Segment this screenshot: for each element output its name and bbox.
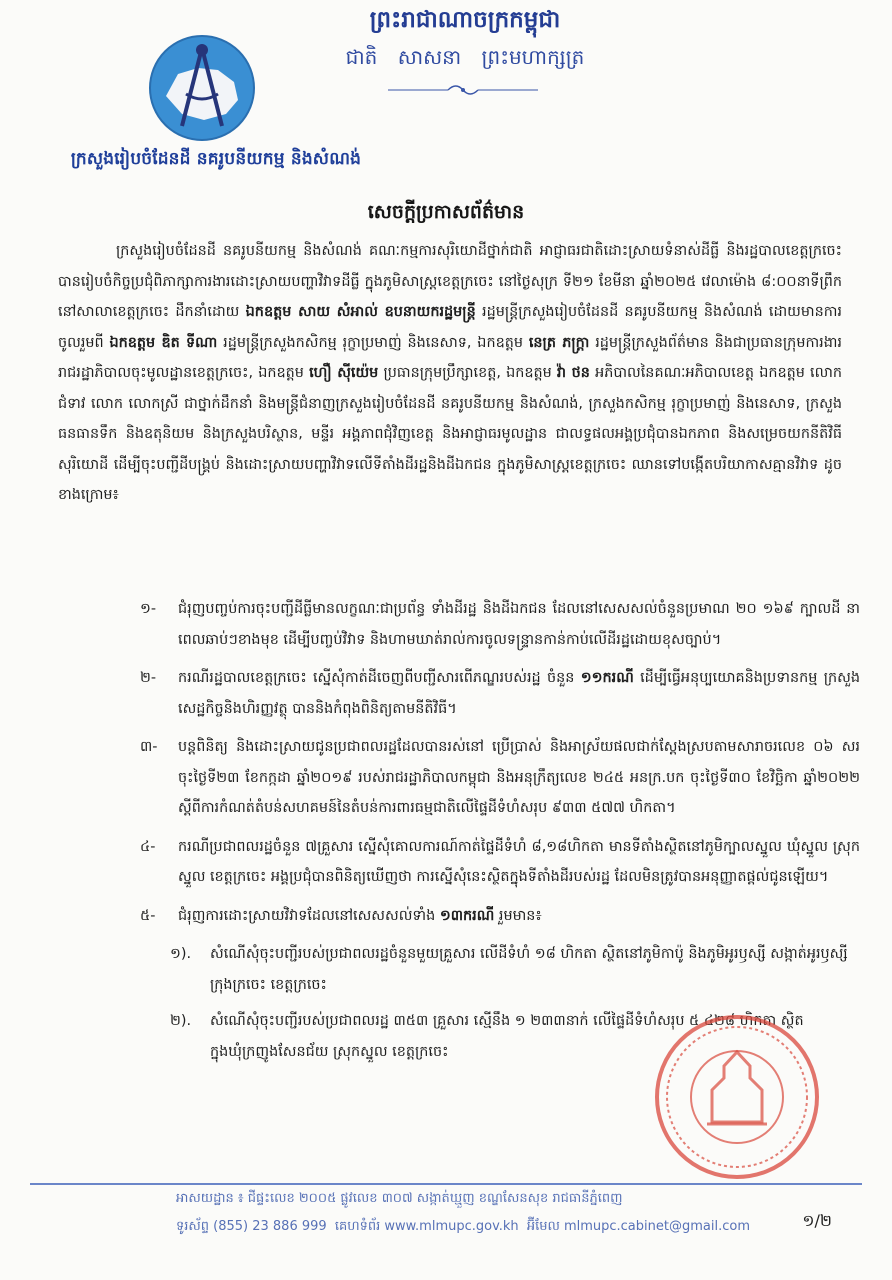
list-item	[140, 594, 860, 655]
subitem-text: សំណើសុំចុះបញ្ជីរបស់ប្រជាពលរដ្ឋ ៣៥៣ គ្រួសារ ស្មើនឹង ១ ២៣៣នាក់ លើផ្ទៃដីទំហំសរុប ៥ ៤២៨ ហិកតា ស្ថិតក្នុងឃុំក្រញូងសែនជ័យ ស្រុកស្នួល ខេត្តក្រចេះ	[210, 1013, 804, 1060]
item-number: ៤-	[140, 838, 156, 855]
item-number: ៣-	[140, 739, 158, 755]
subitem-text: សំណើសុំចុះបញ្ជីរបស់ប្រជាពលរដ្ឋចំនួនមួយគ្រួសារ លើដីទំហំ ១៨ ហិកតា ស្ថិតនៅភូមិកាប៉ូ និងភូមិអូរឫស្សី សង្កាត់អូរឫស្សី ក្រុងក្រចេះ ខេត្តក្រចេះ	[210, 946, 848, 993]
intro-text-1: ក្រសួងរៀបចំដែនដី នគរូបនីយកម្ម និងសំណង់ គណៈកម្មការសុរិយោដីថ្នាក់ជាតិ អាជ្ញាធរជាតិដោះស្រាយទំនាស់ដីធ្លី និងរដ្ឋបាលខេត្តក្រចេះ បានរៀបចំកិច្ចប្រជុំពិភាក្សាការងារដោះស្រាយបញ្ហាវិវាទដីធ្លី ក្នុងភូមិសាស្ត្រខេត្តក្រចេះ នៅថ្ងៃសុក្រ ទី២១ ខែមីនា ឆ្នាំ២០២៥ វេលាម៉ោង ៨:០០នាទីព្រឹក នៅសាលាខេត្តក្រចេះ ដឹកនាំដោយ	[58, 243, 842, 320]
official-name-1: ឯកឧត្តម សាយ សំអាល់ ឧបនាយករដ្ឋមន្ត្រី	[245, 304, 476, 320]
ornament-divider-icon	[388, 82, 538, 98]
list-item	[140, 901, 860, 932]
item-number: ២-	[140, 670, 157, 686]
ministry-compass-map-logo-icon	[148, 34, 256, 142]
official-red-seal-icon	[652, 1012, 822, 1182]
ministry-name: ក្រសួងរៀបចំដែនដី នគរូបនីយកម្ម និងសំណង់	[70, 149, 362, 169]
list-item	[140, 663, 860, 724]
intro-text-3: រដ្ឋមន្ត្រីក្រសួងកសិកម្ម រុក្ខាប្រមាញ់ និងនេសាទ, ឯកឧត្តម	[217, 334, 529, 351]
intro-text-5: ប្រធានក្រុមប្រឹក្សាខេត្ត, ឯកឧត្តម	[378, 365, 557, 381]
kingdom-title: ព្រះរាជាណាចក្រកម្ពុជា	[369, 7, 561, 33]
subitem-number: ១).	[170, 946, 192, 962]
subitem-number: ២).	[170, 1013, 192, 1029]
footer-website[interactable]: គេហទំព័រ www.mlmupc.gov.kh	[334, 1219, 519, 1234]
item-number: ៥-	[140, 907, 156, 924]
official-name-2: ឯកឧត្តម ឌិត ទីណា	[109, 334, 218, 351]
official-name-4: ហឿ ស៊ីយ៉េម	[309, 365, 379, 381]
intro-text-6: អភិបាលនៃគណៈអភិបាលខេត្ត ឯកឧត្តម លោកជំទាវ លោក លោកស្រី ជាថ្នាក់ដឹកនាំ និងមន្ត្រីជំនាញក្រសួងរៀបចំដែនដី នគរូបនីយកម្ម និងសំណង់, ក្រសួងកសិកម្ម រុក្ខាប្រមាញ់ និងនេសាទ, ក្រសួងធនធានទឹក និងឧតុនិយម និងក្រសួងបរិស្ថាន, មន្ទីរ អង្គភាពជុំវិញខេត្ត និងអាជ្ញាធរមូលដ្ឋាន ជាលទ្ធផលអង្គប្រជុំបានឯកភាព និងសម្រេចយកនីតិវិធីសុរិយោដី ដើម្បីចុះបញ្ជីដីបង្គ្រប់ និងដោះស្រាយបញ្ហាវិវាទលើទីតាំងដីរដ្ឋនិងដីឯកជន ក្នុងភូមិសាស្ត្រខេត្តក្រចេះ ឈានទៅបង្កើតបរិយាកាសគ្មានវិវាទ ដូចខាងក្រោម៖	[58, 365, 843, 503]
footer-address: អាសយដ្ឋាន ៖ ជីផ្ទះលេខ ២០០៥ ផ្លូវលេខ ៣០៧ សង្កាត់ឃ្មួញ ខណ្ឌសែនសុខ រាជធានីភ្នំពេញ	[176, 1191, 623, 1206]
list-item	[140, 732, 860, 824]
list-item	[140, 832, 860, 893]
footer-divider	[30, 1183, 862, 1185]
item-text: ជំរុញការដោះស្រាយវិវាទដែលនៅសេសសល់ទាំង	[178, 907, 440, 924]
page-number: ១/២	[802, 1211, 832, 1230]
item-text: ដើម្បីធ្វើអនុប្បយោគនិងប្រទានកម្ម ក្រសួងសេដ្ឋកិច្ចនិងហិរញ្ញវត្ថុ បាននិងកំពុងពិនិត្យតាមនីតិវិធី។	[178, 670, 860, 717]
document-title: សេចក្តីប្រកាសព័ត៌មាន	[367, 201, 525, 223]
item-bold: ១១ករណី	[580, 670, 634, 686]
intro-text-4: រដ្ឋមន្ត្រីក្រសួងព័ត៌មាន និងជាប្រធានក្រុមការងាររាជរដ្ឋាភិបាលចុះមូលដ្ឋានខេត្តក្រចេះ, ឯកឧត្តម	[58, 334, 842, 381]
footer-email[interactable]: អ៊ីមែល mlmupc.cabinet@gmail.com	[526, 1219, 750, 1234]
footer-phone: ទូរស័ព្ទ (855) 23 886 999	[176, 1219, 327, 1234]
resolution-list	[140, 594, 860, 1073]
item-text: បន្តពិនិត្យ និងដោះស្រាយជូនប្រជាពលរដ្ឋដែលបានរស់នៅ ប្រើប្រាស់ និងអាស្រ័យផលជាក់ស្តែងស្របតាមសារាចរលេខ ០៦ សរ ចុះថ្ងៃទី២៣ ខែកក្កដា ឆ្នាំ២០១៩ របស់រាជរដ្ឋាភិបាលកម្ពុជា និងអនុក្រឹត្យលេខ ២៤៥ អនក្រ.បក ចុះថ្ងៃទី៣០ ខែវិច្ឆិកា ឆ្នាំ២០២២ ស្តីពីការកំណត់តំបន់សហគមន៍នៃតំបន់ការពារធម្មជាតិលើផ្ទៃដីទំហំសរុប ៩៣៣ ៥៧៧ ហិកតា។	[178, 739, 860, 816]
item-text: ករណីរដ្ឋបាលខេត្តក្រចេះ ស្នើសុំកាត់ដីចេញពីបញ្ជីសារពើភណ្ឌរបស់រដ្ឋ ចំនួន	[178, 670, 581, 686]
item-text: រួមមាន៖	[494, 907, 542, 924]
footer-contact	[176, 1218, 796, 1237]
official-name-5: វ៉ា ថន	[556, 365, 590, 381]
item-number: ១-	[140, 601, 157, 617]
national-motto: ជាតិ សាសនា ព្រះមហាក្សត្រ	[345, 45, 585, 69]
intro-paragraph	[58, 236, 842, 511]
intro-text-2: រដ្ឋមន្ត្រីក្រសួងរៀបចំដែនដី នគរូបនីយកម្ម និងសំណង់ ដោយមានការចូលរួមពី	[58, 304, 842, 351]
sub-list-item	[170, 939, 860, 1000]
item-text: ករណីប្រជាពលរដ្ឋចំនួន ៧គ្រួសារ ស្នើសុំគោលការណ៍កាត់ផ្ទៃដីទំហំ ៨,១៨ហិកតា មានទីតាំងស្ថិតនៅភូមិក្បាលស្នួល ឃុំស្នួល ស្រុកស្នួល ខេត្តក្រចេះ អង្គប្រជុំបានពិនិត្យឃើញថា ការស្នើសុំនេះស្ថិតក្នុងទីតាំងដីរបស់រដ្ឋ ដែលមិនត្រូវបានអនុញ្ញាតផ្តល់ជូនឡើយ។	[178, 838, 860, 885]
official-name-3: នេត្រ ភក្ត្រា	[528, 334, 590, 351]
item-bold: ១៣ករណី	[439, 907, 495, 924]
item-text: ជំរុញបញ្ចប់ការចុះបញ្ជីដីធ្លីមានលក្ខណៈជាប្រព័ន្ធ ទាំងដីរដ្ឋ និងដីឯកជន ដែលនៅសេសសល់ចំនួនប្រមាណ ២០ ១៦៩ ក្បាលដី នាពេលឆាប់ៗខាងមុខ ដើម្បីបញ្ចប់វិវាទ និងហាមឃាត់រាល់ការចូលទន្ទ្រានកាន់កាប់លើដីរដ្ឋដោយខុសច្បាប់។	[178, 601, 860, 648]
